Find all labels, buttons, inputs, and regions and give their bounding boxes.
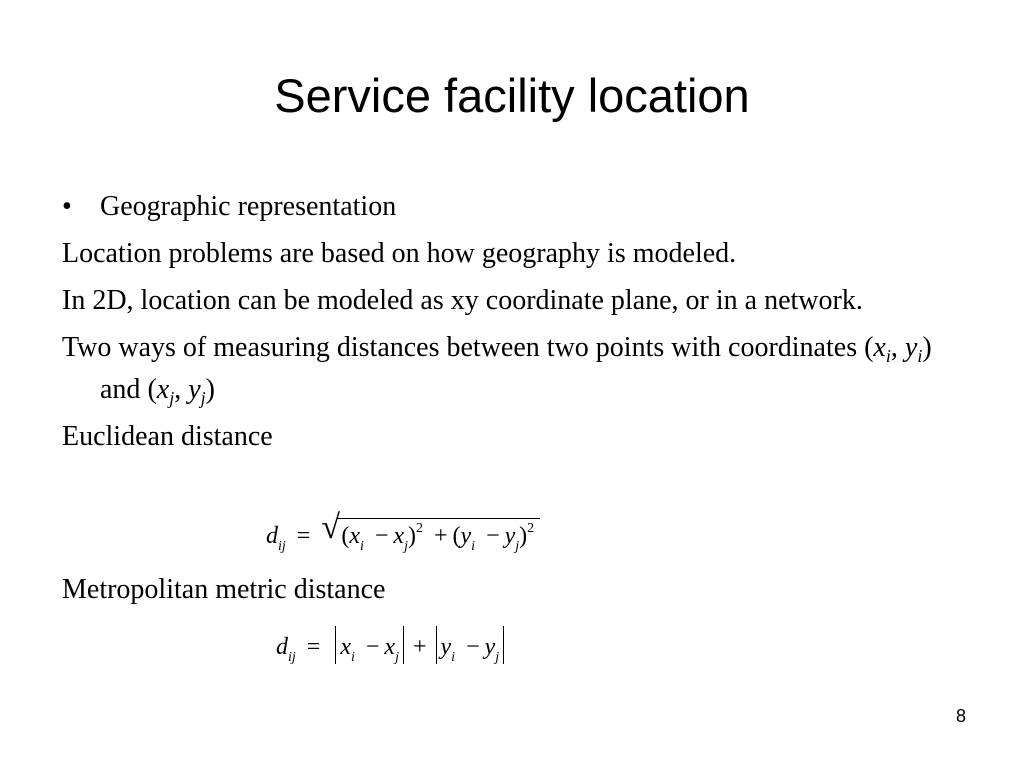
metropolitan-formula: $d_{ij} = x_i - x_j + y_i - y_j$ bbox=[276, 626, 508, 664]
bullet-item bbox=[62, 186, 962, 228]
coord-i: ($x_i$, $y_i$) bbox=[864, 332, 932, 366]
paragraph-2d-location: In 2D, location can be modeled as xy coordinate plane, or in a network. bbox=[62, 285, 863, 316]
paragraph-euclidean: Euclidean distance bbox=[62, 421, 273, 452]
sqrt-icon: √ $(x_i - x_j)^2 + (y_i - y_j)^2$ bbox=[321, 518, 540, 550]
slide-title: Service facility location bbox=[274, 69, 750, 122]
bullet-text: Geographic representation bbox=[100, 191, 397, 222]
slide-body bbox=[62, 186, 962, 458]
and-word: and bbox=[100, 374, 141, 405]
paragraph-geography: Location problems are based on how geography is modeled. bbox=[62, 238, 737, 269]
slide-body-lower bbox=[62, 564, 962, 611]
paragraph-metropolitan: Metropolitan metric distance bbox=[62, 574, 386, 605]
paragraph-distance-ways bbox=[62, 327, 962, 411]
euclidean-formula: $d_{ij}$ = √ $(x_i - x_j)^2 + (y_i - y_j)^2$ bbox=[266, 518, 540, 550]
abs-bar-icon bbox=[403, 626, 404, 664]
page-number: 8 bbox=[955, 706, 966, 726]
coord-j: ($x_j$, $y_j$) bbox=[147, 374, 215, 408]
abs-bar-icon bbox=[503, 626, 504, 664]
bullet-marker: • bbox=[62, 191, 72, 222]
abs-bar-icon bbox=[335, 626, 336, 664]
abs-bar-icon bbox=[436, 626, 437, 664]
paragraph-distance-text: Two ways of measuring distances between two points with coordinates bbox=[62, 332, 858, 363]
